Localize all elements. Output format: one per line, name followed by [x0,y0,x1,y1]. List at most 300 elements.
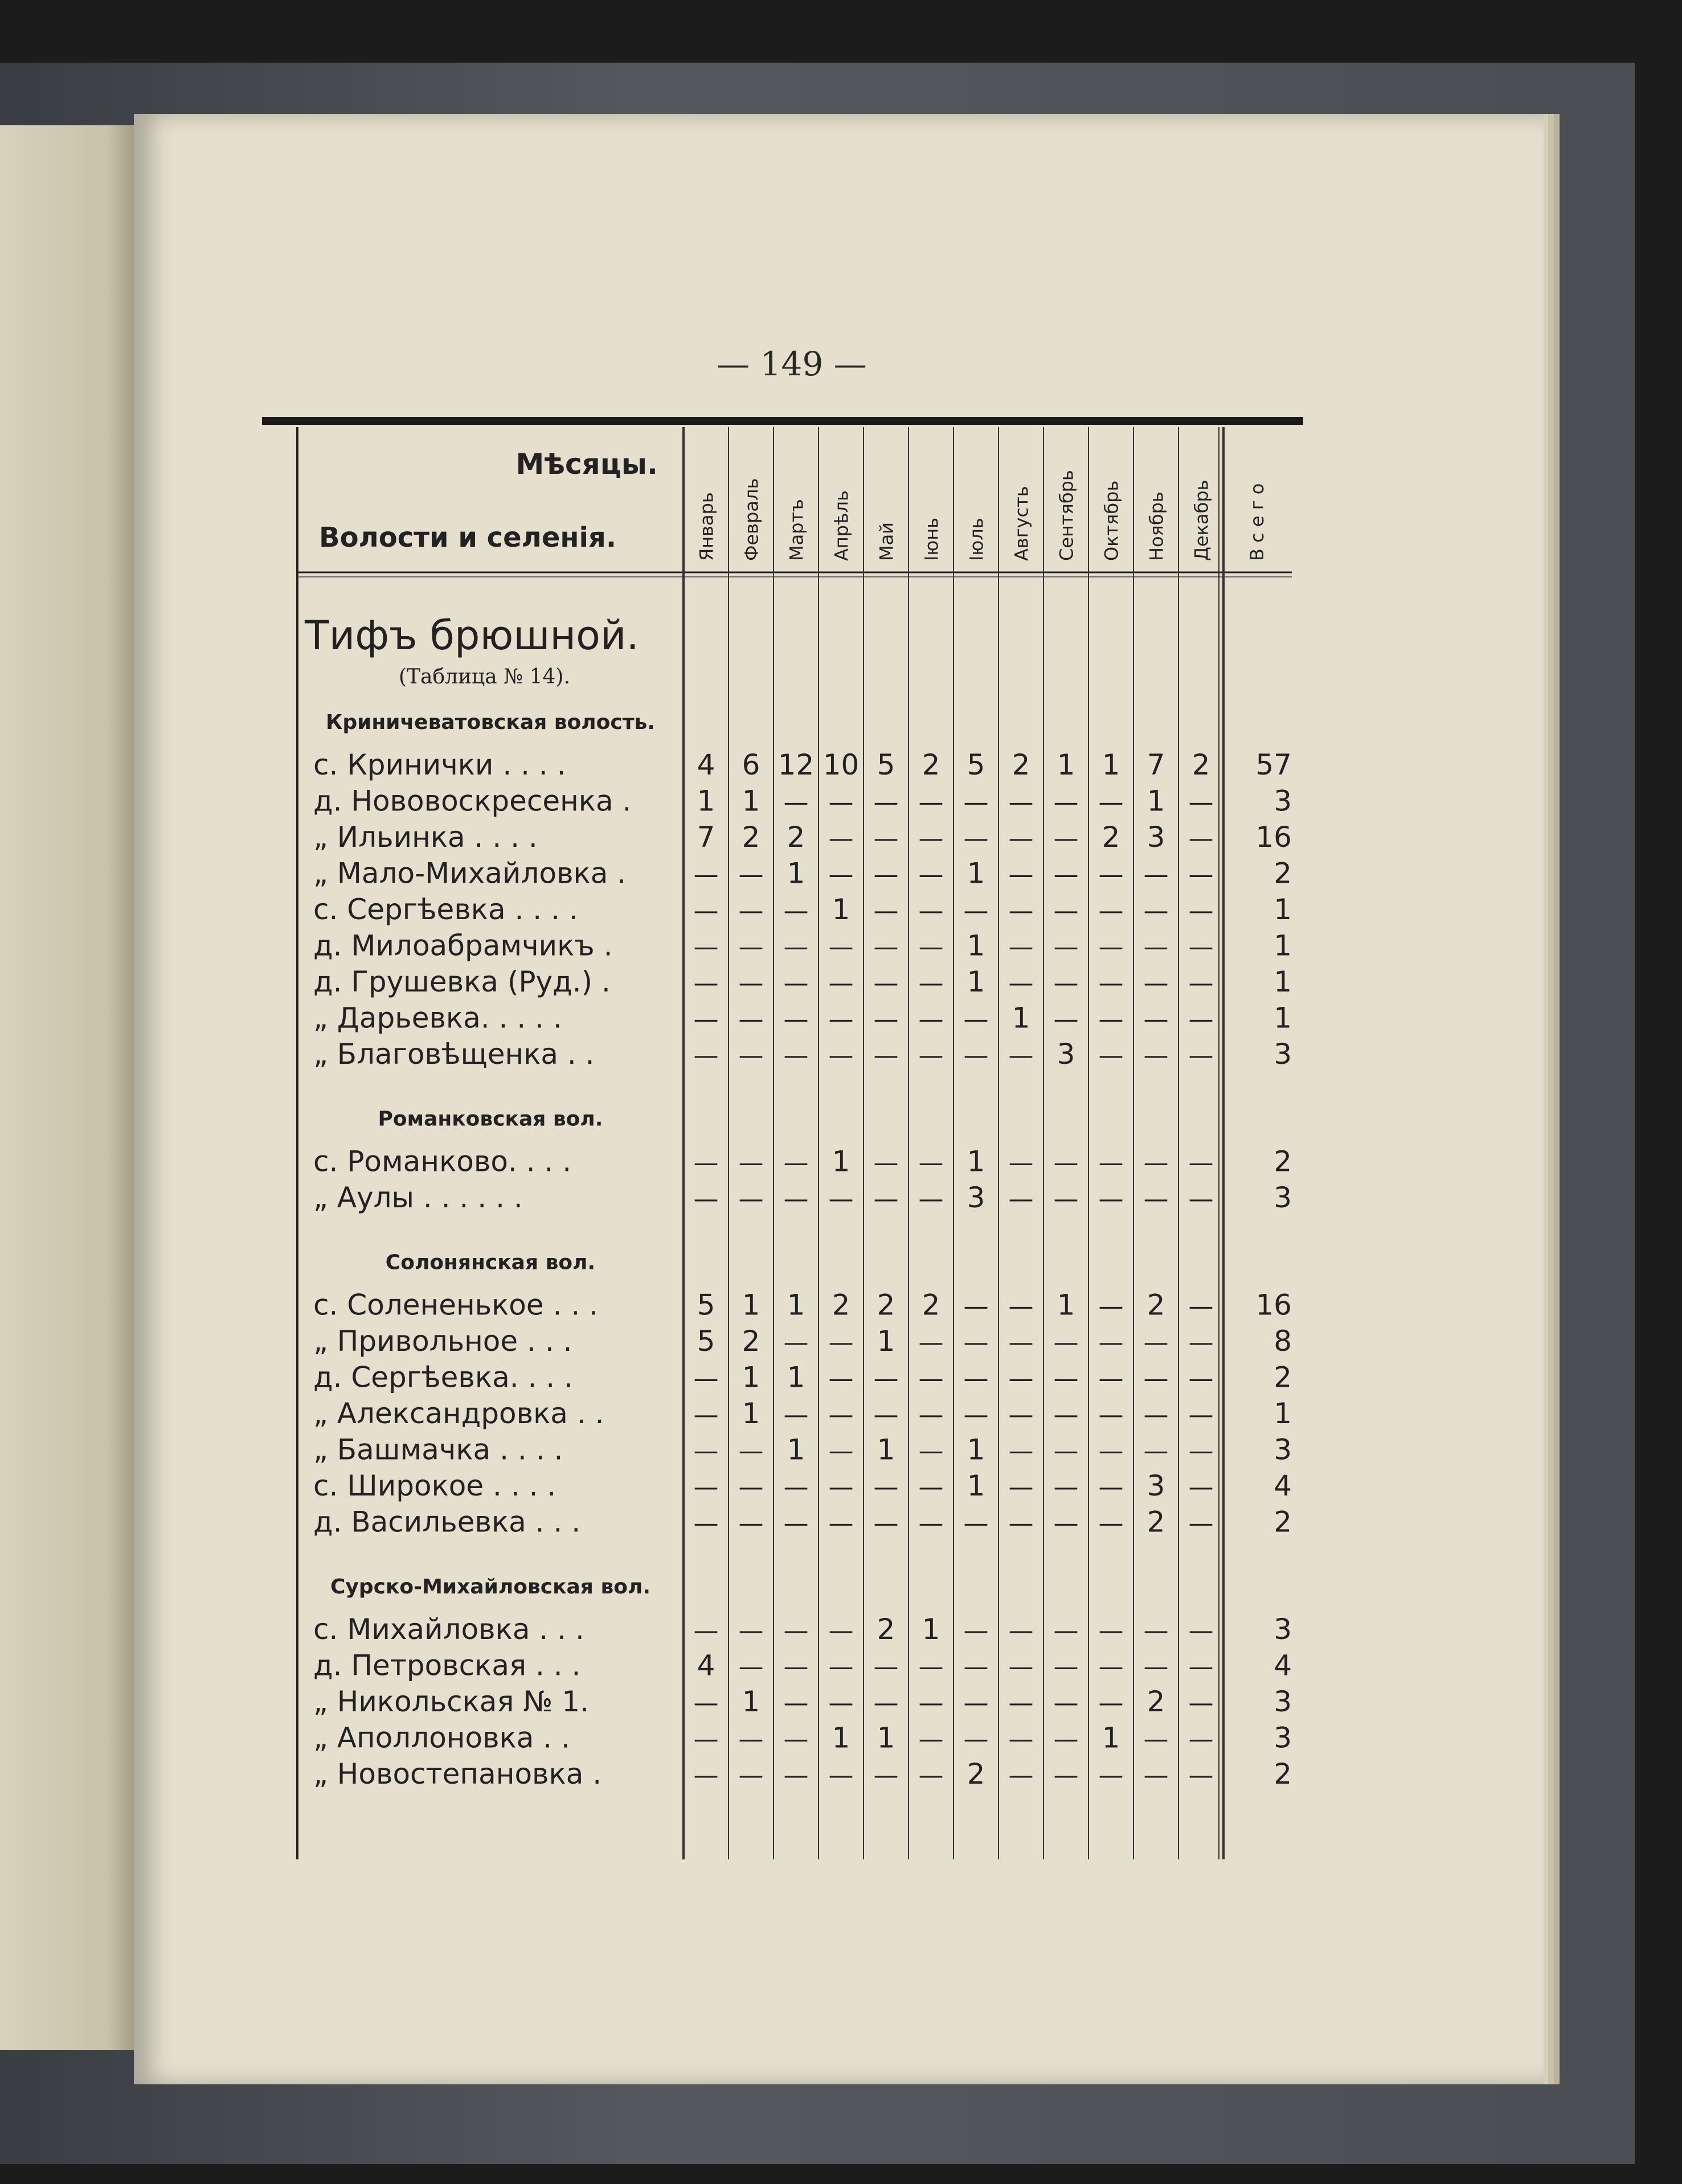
cell-value: — [693,860,719,890]
cell-value: — [1053,1652,1079,1682]
cell-value: — [1143,860,1169,890]
cell-value: — [1143,932,1169,962]
cell-value: — [828,1041,854,1070]
cell-value: — [693,1148,719,1178]
cell-value: — [783,1148,809,1178]
month-header: Мартъ [785,499,808,561]
cell-value: — [738,1185,764,1214]
cell-value: 3 [1147,821,1165,854]
cell-value: — [1188,1652,1214,1682]
cell-value: — [873,788,899,817]
row-name: „ Новостепановка . [313,1757,602,1790]
cell-value: — [873,1041,899,1070]
cell-value: — [918,1436,944,1466]
cell-value: — [1188,1041,1214,1070]
cell-value: — [783,1185,809,1214]
cell-value: — [1008,1148,1034,1178]
cell-value: — [738,1473,764,1502]
table-body [313,711,1292,1790]
row-total: 16 [1255,1288,1292,1322]
cell-value: — [693,1041,719,1070]
cell-value: — [1143,896,1169,925]
cell-value: 1 [742,784,760,818]
cell-value: — [963,1005,989,1034]
cell-value: — [1053,1616,1079,1645]
row-total: 2 [1274,857,1292,890]
cell-value: — [693,1436,719,1466]
cell-value: 1 [832,1145,850,1178]
cell-value: — [1188,1005,1214,1034]
cell-value: — [918,1364,944,1394]
cell-value: 1 [1102,748,1120,781]
cell-value: — [738,1724,764,1754]
month-header: Май [875,522,898,561]
cell-value: — [1143,1652,1169,1682]
cell-value: — [918,1761,944,1790]
cell-value: 2 [742,1325,760,1358]
row-name: „ Башмачка . . . . [313,1433,563,1466]
cell-value: — [873,932,899,962]
cell-value: 2 [1012,748,1030,781]
cell-value: — [1008,1292,1034,1321]
row-name: с. Широкое . . . . [313,1469,556,1502]
cell-value: 1 [787,1288,805,1322]
cell-value: — [873,1400,899,1429]
cell-value: — [738,1436,764,1466]
cell-value: — [873,1364,899,1394]
cell-value: 2 [967,1757,985,1790]
cell-value: — [1188,1400,1214,1429]
cell-value: — [1098,788,1124,817]
cell-value: 1 [1102,1721,1120,1755]
cell-value: — [1008,1473,1034,1502]
cell-value: — [873,1652,899,1682]
cell-value: — [1053,1400,1079,1429]
cell-value: — [738,1652,764,1682]
cell-value: 1 [832,1721,850,1755]
row-total: 4 [1274,1469,1292,1502]
cell-value: — [828,1509,854,1538]
cell-value: 6 [742,748,760,781]
cell-value: — [693,1724,719,1754]
cell-value: — [1098,1041,1124,1070]
cell-value: — [1143,1005,1169,1034]
cell-value: — [783,1005,809,1034]
row-name: с. Солененькое . . . [313,1288,599,1322]
cell-value: 5 [697,1288,715,1322]
cell-value: — [1008,1400,1034,1429]
cell-value: — [918,1005,944,1034]
months-header-label: Мѣсяцы. [515,448,658,481]
cell-value: 4 [697,748,715,781]
cell-value: 1 [1057,748,1075,781]
cell-value: — [918,1509,944,1538]
cell-value: — [1188,1616,1214,1645]
cell-value: — [828,824,854,853]
cell-value: — [873,1509,899,1538]
row-total: 3 [1274,1685,1292,1718]
row-total: 57 [1255,748,1292,781]
cell-value: — [873,1689,899,1718]
cell-value: — [1188,1292,1214,1321]
row-name: „ Ильинка . . . . [313,821,538,854]
cell-value: — [963,1724,989,1754]
cell-value: — [1188,896,1214,925]
cell-value: — [693,969,719,998]
cell-value: 2 [832,1288,850,1322]
cell-value: 12 [777,748,815,781]
row-total: 16 [1255,821,1292,854]
cell-value: — [1053,1005,1079,1034]
cell-value: — [783,1689,809,1718]
section-subtitle: (Таблица № 14). [399,665,570,689]
cell-value: — [693,1761,719,1790]
cell-value: — [918,1724,944,1754]
row-total: 2 [1274,1361,1292,1394]
cell-value: 1 [877,1433,895,1466]
row-name: „ Аполлоновка . . [313,1721,570,1755]
row-total: 2 [1274,1757,1292,1790]
cell-value: — [1143,1148,1169,1178]
cell-value: — [1188,969,1214,998]
cell-value: — [1098,1616,1124,1645]
month-header: Сентябрь [1055,470,1078,561]
cell-value: 10 [822,748,860,781]
cell-value: — [783,788,809,817]
cell-value: — [1188,1328,1214,1357]
cell-value: — [693,1616,719,1645]
cell-value: — [693,1364,719,1394]
row-name: „ Аулы . . . . . . [313,1181,523,1214]
cell-value: — [738,1005,764,1034]
rows-header-label: Волости и селенія. [319,522,617,554]
cell-value: — [1098,1328,1124,1357]
row-name: с. Кринички . . . . [313,748,566,781]
cell-value: 1 [877,1721,895,1755]
cell-value: — [828,969,854,998]
cell-value: — [1188,1364,1214,1394]
cell-value: — [1008,1364,1034,1394]
cell-value: — [828,1616,854,1645]
cell-value: 2 [1192,748,1210,781]
cell-value: — [738,1509,764,1538]
row-name: д. Грушевка (Руд.) . [313,965,611,998]
cell-value: — [963,1400,989,1429]
cell-value: — [1098,860,1124,890]
cell-value: — [1098,1364,1124,1394]
cell-value: 1 [787,1433,805,1466]
cell-value: 3 [967,1181,985,1214]
cell-value: — [738,969,764,998]
cell-value: — [1008,1616,1034,1645]
row-total: 1 [1274,929,1292,962]
cell-value: — [1008,1436,1034,1466]
cell-value: — [1053,969,1079,998]
cell-value: — [1008,1652,1034,1682]
cell-value: — [828,860,854,890]
cell-value: — [783,1724,809,1754]
cell-value: — [783,1473,809,1502]
month-header: Февраль [740,478,763,561]
cell-value: — [1053,896,1079,925]
month-header: Апрѣль [830,490,853,561]
cell-value: 1 [742,1288,760,1322]
cell-value: — [873,969,899,998]
cell-value: — [1053,1148,1079,1178]
cell-value: — [1053,1473,1079,1502]
cell-value: — [1188,788,1214,817]
cell-value: — [918,824,944,853]
row-total: 1 [1274,1001,1292,1035]
cell-value: — [1143,1724,1169,1754]
cell-value: — [918,1689,944,1718]
cell-value: — [783,1761,809,1790]
cell-value: 5 [967,748,985,781]
cell-value: 1 [742,1685,760,1718]
cell-value: — [1008,896,1034,925]
cell-value: — [1008,1185,1034,1214]
cell-value: — [1098,896,1124,925]
row-total: 3 [1274,1433,1292,1466]
cell-value: — [918,1148,944,1178]
cell-value: — [873,1005,899,1034]
cell-value: 2 [787,821,805,854]
group-title: Криничеватовская волость. [325,711,656,734]
cell-value: — [1098,1689,1124,1718]
cell-value: — [873,860,899,890]
cell-value: — [1098,1473,1124,1502]
cell-value: — [1008,860,1034,890]
cell-value: — [918,1400,944,1429]
cell-value: — [963,1292,989,1321]
month-headers [696,470,1268,561]
row-name: с. Сергѣевка . . . . [313,893,578,926]
cell-value: 1 [832,893,850,926]
cell-value: — [963,896,989,925]
cell-value: 1 [787,857,805,890]
cell-value: — [738,1761,764,1790]
cell-value: — [1098,969,1124,998]
cell-value: — [1098,1761,1124,1790]
cell-value: — [1143,1364,1169,1394]
cell-value: — [918,860,944,890]
cell-value: — [1053,860,1079,890]
cell-value: 2 [742,821,760,854]
cell-value: — [1098,1436,1124,1466]
cell-value: — [963,1509,989,1538]
cell-value: 2 [922,1288,940,1322]
cell-value: 1 [742,1361,760,1394]
cell-value: — [1188,1185,1214,1214]
total-header: В с е г о [1246,483,1268,561]
cell-value: — [1188,1761,1214,1790]
cell-value: — [1098,1509,1124,1538]
cell-value: 4 [697,1649,715,1682]
cell-value: — [963,1689,989,1718]
cell-value: — [1188,1436,1214,1466]
cell-value: — [1143,1328,1169,1357]
cell-value: — [783,932,809,962]
month-header: Іюнь [920,517,943,561]
top-double-rule [262,417,1303,425]
row-total: 3 [1274,784,1292,818]
row-total: 1 [1274,1397,1292,1430]
cell-value: — [1008,1761,1034,1790]
cell-value: — [918,969,944,998]
cell-value: — [873,1473,899,1502]
cell-value: — [783,1652,809,1682]
cell-value: — [693,1005,719,1034]
cell-value: — [1008,1724,1034,1754]
cell-value: 2 [877,1613,895,1646]
cell-value: — [1143,1185,1169,1214]
cell-value: — [693,1509,719,1538]
cell-value: — [1098,932,1124,962]
cell-value: — [828,1005,854,1034]
row-name: д. Нововоскресенка . [313,784,632,818]
cell-value: 1 [787,1361,805,1394]
row-name: „ Мало-Михайловка . [313,857,627,890]
row-name: „ Привольное . . . [313,1325,572,1358]
row-name: с. Михайловка . . . [313,1613,584,1646]
cell-value: 1 [967,1433,985,1466]
cell-value: — [963,1041,989,1070]
cell-value: 1 [967,1469,985,1502]
cell-value: — [1143,969,1169,998]
month-header: Декабрь [1190,480,1213,561]
cell-value: — [1098,1185,1124,1214]
row-name: „ Благовѣщенка . . [313,1038,595,1071]
cell-value: — [1053,1509,1079,1538]
cell-value: — [693,1400,719,1429]
cell-value: — [1053,932,1079,962]
cell-value: — [918,896,944,925]
row-total: 3 [1274,1181,1292,1214]
cell-value: — [963,1328,989,1357]
row-total: 3 [1274,1721,1292,1755]
cell-value: 1 [1012,1001,1030,1035]
row-total: 3 [1274,1613,1292,1646]
group-title: Сурско-Михайловская вол. [330,1575,651,1599]
cell-value: — [1053,1328,1079,1357]
cell-value: — [828,1652,854,1682]
cell-value: — [1143,1616,1169,1645]
cell-value: — [1188,860,1214,890]
cell-value: — [873,1148,899,1178]
group-title: Романковская вол. [378,1107,603,1131]
section-title: Тифъ брюшной. [305,612,639,659]
cell-value: — [783,1509,809,1538]
cell-value: — [873,824,899,853]
row-total: 3 [1274,1038,1292,1071]
month-header: Октябрь [1100,480,1123,561]
cell-value: 3 [1057,1038,1075,1071]
cell-value: — [1098,1005,1124,1034]
cell-value: 5 [877,748,895,781]
row-total: 4 [1274,1649,1292,1682]
cell-value: — [1188,824,1214,853]
cell-value: — [918,788,944,817]
cell-value: — [1008,969,1034,998]
cell-value: — [963,1616,989,1645]
cell-value: — [783,1400,809,1429]
cell-value: — [1098,1148,1124,1178]
cell-value: 1 [877,1325,895,1358]
cell-value: 2 [922,748,940,781]
cell-value: — [1098,1400,1124,1429]
cell-value: — [1008,1328,1034,1357]
cell-value: — [693,932,719,962]
month-header: Августь [1010,486,1033,561]
month-header: Ноябрь [1145,491,1168,561]
cell-value: — [1008,1689,1034,1718]
cell-value: — [1053,788,1079,817]
cell-value: — [1098,1652,1124,1682]
cell-value: — [1188,1724,1214,1754]
cell-value: 1 [1057,1288,1075,1322]
cell-value: — [693,896,719,925]
cell-value: — [783,969,809,998]
cell-value: 1 [742,1397,760,1430]
cell-value: 5 [697,1325,715,1358]
cell-value: 2 [1102,821,1120,854]
cell-value: — [963,824,989,853]
cell-value: — [828,1761,854,1790]
cell-value: 1 [967,857,985,890]
cell-value: — [1008,932,1034,962]
cell-value: — [738,932,764,962]
row-name: „ Дарьевка. . . . . [313,1001,562,1035]
cell-value: — [1053,1689,1079,1718]
cell-value: — [1188,1148,1214,1178]
cell-value: — [738,1148,764,1178]
cell-value: — [1008,824,1034,853]
cell-value: — [873,896,899,925]
cell-value: — [918,1652,944,1682]
cell-value: — [1053,1724,1079,1754]
cell-value: 7 [1147,748,1165,781]
cell-value: 1 [922,1613,940,1646]
cell-value: — [828,1436,854,1466]
cell-value: — [1143,1400,1169,1429]
cell-value: — [1188,1689,1214,1718]
cell-value: — [693,1689,719,1718]
row-total: 2 [1274,1145,1292,1178]
row-name: д. Милоабрамчикъ . [313,929,613,962]
row-name: „ Никольская № 1. [313,1685,590,1718]
cell-value: — [783,1041,809,1070]
cell-value: — [918,1328,944,1357]
cell-value: 2 [1147,1288,1165,1322]
cell-value: 1 [697,784,715,818]
cell-value: — [1143,1041,1169,1070]
cell-value: 2 [1147,1685,1165,1718]
cell-value: — [1188,1509,1214,1538]
cell-value: — [918,932,944,962]
cell-value: — [738,896,764,925]
cell-value: 1 [967,965,985,998]
cell-value: 7 [697,821,715,854]
cell-value: — [828,1364,854,1394]
cell-value: — [693,1473,719,1502]
cell-value: — [873,1185,899,1214]
cell-value: — [873,1761,899,1790]
cell-value: — [783,1328,809,1357]
row-total: 2 [1274,1505,1292,1539]
cell-value: — [828,1473,854,1502]
month-header: Январь [695,492,718,561]
cell-value: — [828,932,854,962]
